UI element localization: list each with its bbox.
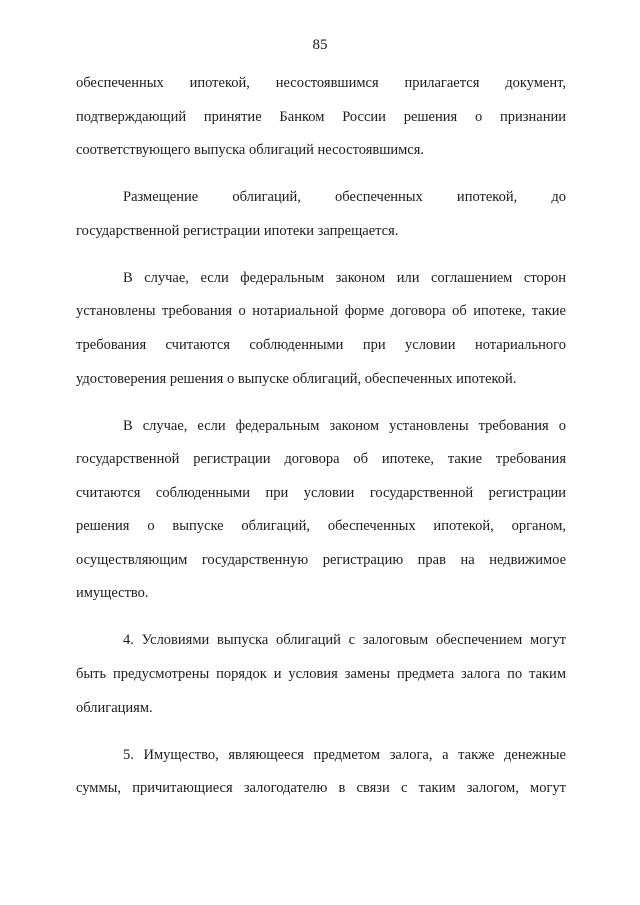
text-line: удостоверения решения о выпуске облигаций, обеспеченных ипотекой. bbox=[76, 370, 517, 387]
paragraph-6 bbox=[76, 739, 566, 806]
text-line: быть предусмотрены порядок и условия замены предмета залога по таким bbox=[76, 666, 566, 683]
paragraph-3 bbox=[76, 262, 566, 396]
text-line: В случае, если федеральным законом или соглашением сторон bbox=[123, 269, 566, 286]
page-number: 85 bbox=[312, 37, 328, 53]
text-line: решения о выпуске облигаций, обеспеченных ипотекой, органом, bbox=[76, 518, 566, 535]
paragraph-1 bbox=[76, 67, 566, 168]
text-line: государственной регистрации договора об ипотеке, такие требования bbox=[76, 451, 566, 468]
text-line: обеспеченных ипотекой, несостоявшимся прилагается документ, bbox=[76, 75, 566, 91]
text-line: подтверждающий принятие Банком России решения о признании bbox=[76, 108, 566, 125]
text-line: осуществляющим государственную регистрацию прав на недвижимое bbox=[76, 551, 566, 568]
text-line: установлены требования о нотариальной форме договора об ипотеке, такие bbox=[76, 303, 566, 320]
paragraph-5 bbox=[76, 624, 566, 725]
text-line: требования считаются соблюденными при условии нотариального bbox=[76, 336, 566, 353]
text-line: имущество. bbox=[76, 585, 149, 602]
paragraph-4 bbox=[76, 410, 566, 612]
text-line: соответствующего выпуска облигаций несостоявшимся. bbox=[76, 142, 425, 159]
text-line: 5. Имущество, являющееся предметом залога, а также денежные bbox=[123, 746, 566, 763]
text-line: облигациям. bbox=[76, 699, 153, 716]
text-line: считаются соблюденными при условии государственной регистрации bbox=[76, 484, 566, 501]
paragraph-2 bbox=[76, 181, 566, 248]
text-line: Размещение облигаций, обеспеченных ипотекой, до bbox=[123, 189, 566, 206]
text-line: государственной регистрации ипотеки запрещается. bbox=[76, 222, 399, 239]
document-body bbox=[76, 67, 566, 819]
text-line: 4. Условиями выпуска облигаций с залоговым обеспечением могут bbox=[123, 632, 566, 649]
text-line: В случае, если федеральным законом установлены требования о bbox=[123, 417, 566, 434]
text-line: суммы, причитающиеся залогодателю в связи с таким залогом, могут bbox=[76, 780, 566, 797]
